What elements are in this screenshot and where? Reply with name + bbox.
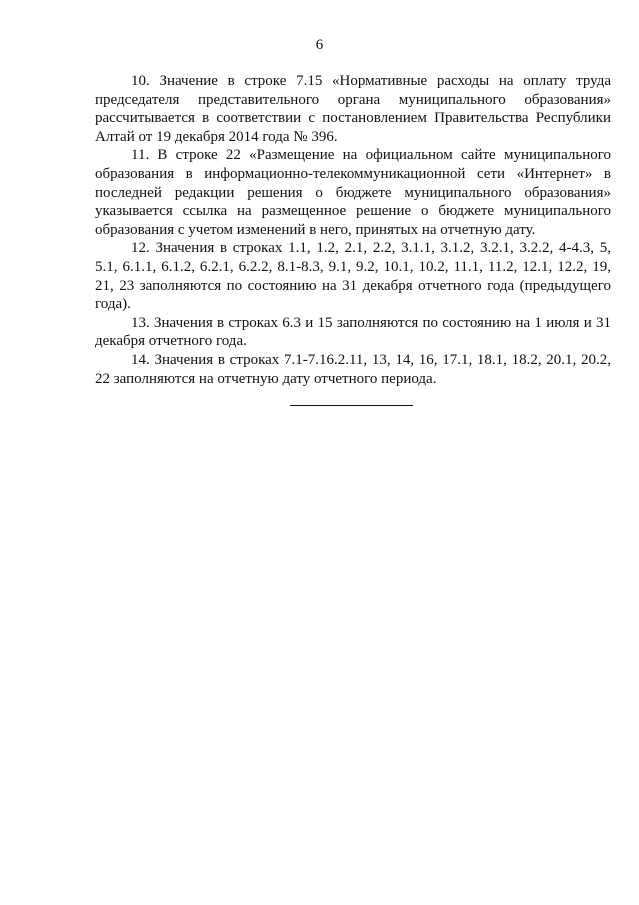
paragraph-12: 12. Значения в строках 1.1, 1.2, 2.1, 2.2, 3.1.1, 3.1.2, 3.2.1, 3.2.2, 4-4.3, 5, 5.1, 6.1.1, 6.1.2, 6.2.1, 6.2.2, 8.1-8.3, 9.1, 9.2, 10.1, 10.2, 11.1, 11.2, 12.1, 12.2, 19, 21, 23 заполняются по состоянию на 31 декабря отчетного года (предыдущего года). — [95, 240, 611, 313]
paragraph-10: 10. Значение в строке 7.15 «Нормативные расходы на оплату труда председателя представительного органа муниципального образования» рассчитывается в соответствии с постановлением Правительства Республики Алтай от 19 декабря 2014 года № 396. — [95, 73, 611, 145]
end-of-document-rule — [290, 405, 413, 406]
paragraph-14: 14. Значения в строках 7.1-7.16.2.11, 13, 14, 16, 17.1, 18.1, 18.2, 20.1, 20.2, 22 заполняются на отчетную дату отчетного периода. — [95, 351, 611, 387]
page-number: 6 — [315, 37, 324, 53]
paragraph-13: 13. Значения в строках 6.3 и 15 заполняются по состоянию на 1 июля и 31 декабря отчетного года. — [95, 314, 611, 350]
paragraph-11: 11. В строке 22 «Размещение на официальном сайте муниципального образования в информационно-телекоммуникационной сети «Интернет» в последней редакции решения о бюджете муниципального образования» указывается ссылка на размещенное решение о бюджете муниципального образования с учетом изменений в него, принятых на отчетную дату. — [95, 147, 611, 238]
document-body — [95, 72, 611, 388]
